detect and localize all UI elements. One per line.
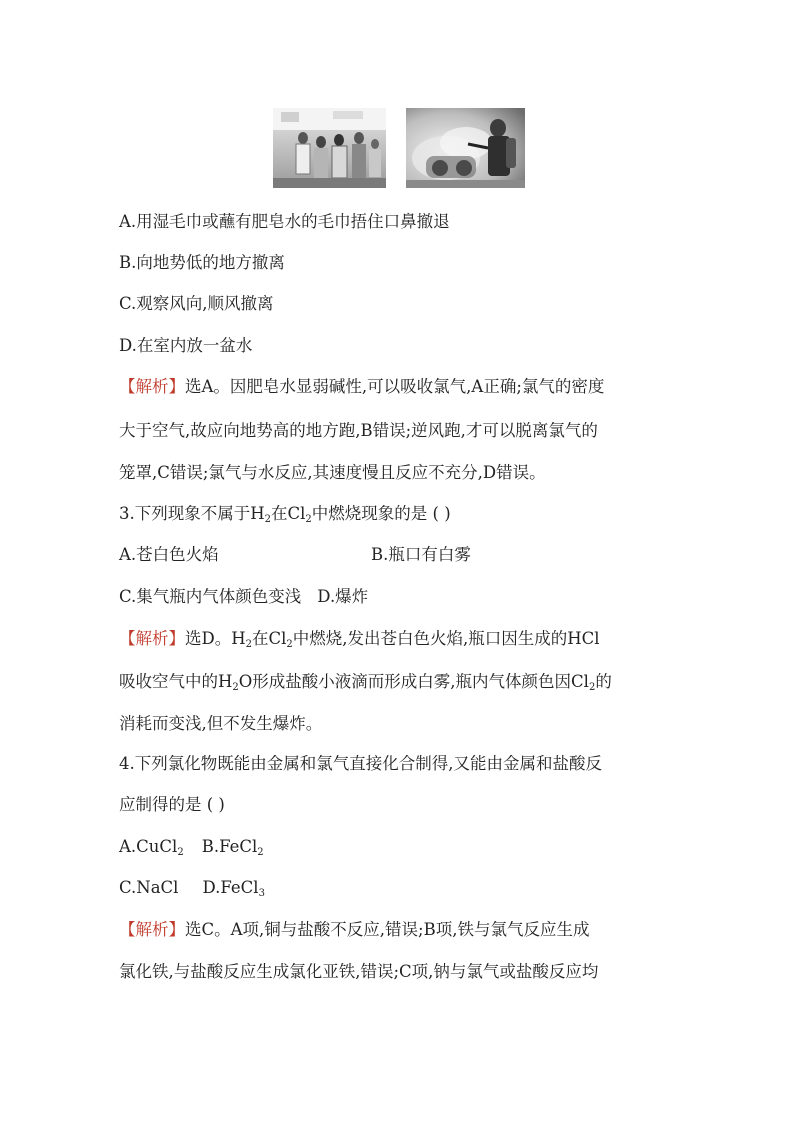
q3-analysis-line-1 (119, 627, 600, 651)
q3-analysis-line-3: 消耗而变浅,但不发生爆炸。 (119, 714, 323, 733)
analysis-tag: 【解析】 (119, 377, 185, 396)
subscript: 2 (305, 514, 312, 525)
q3-stem-post: 中燃烧现象的是 ( ) (311, 504, 451, 523)
q4-option-a (119, 837, 184, 856)
text: B.FeCl (201, 837, 258, 856)
q2-option-c: C.观察风向,顺风撤离 (119, 294, 274, 313)
q2-analysis-line-2: 大于空气,故应向地势高的地方跑,B错误;逆风跑,才可以脱离氯气的 (119, 421, 598, 440)
subscript: 2 (264, 514, 272, 525)
q4-analysis-line-1 (119, 918, 589, 942)
text: 中燃烧,发出苍白色火焰,瓶口因生成的HCl (292, 629, 600, 648)
q2-option-a: A.用湿毛巾或蘸有肥皂水的毛巾捂住口鼻撤退 (119, 212, 450, 231)
q4-stem-line-2: 应制得的是 ( ) (119, 795, 225, 814)
q3-stem-mid: 在Cl (271, 504, 306, 523)
text: A.CuCl (119, 837, 178, 856)
q4-option-d (202, 878, 264, 897)
q4-option-c: C.NaCl (119, 878, 179, 897)
subscript: 3 (258, 888, 265, 899)
q3-option-c: C.集气瓶内气体颜色变浅 (119, 587, 302, 606)
subscript: 2 (245, 639, 252, 650)
subscript: 2 (286, 639, 293, 650)
q3-stem (119, 502, 451, 526)
analysis-text: 选A。因肥皂水显弱碱性,可以吸收氯气,A正确;氯气的密度 (185, 377, 605, 396)
question-images (273, 108, 525, 188)
text: 吸收空气中的H (119, 672, 233, 691)
text: O形成盐酸小液滴而形成白雾,瓶内气体颜色因Cl (238, 672, 589, 691)
evacuation-photo (273, 108, 386, 188)
decontamination-photo (406, 108, 525, 188)
q4-stem-line-1: 4.下列氯化物既能由金属和氯气直接化合制得,又能由金属和盐酸反 (119, 754, 602, 773)
analysis-tag: 【解析】 (119, 920, 185, 939)
q3-options-cd (119, 585, 368, 609)
text: D.FeCl (202, 878, 259, 897)
q2-option-d: D.在室内放一盆水 (119, 336, 253, 355)
q3-option-d: D.爆炸 (317, 587, 369, 606)
q3-stem-pre: 3.下列现象不属于H (119, 504, 265, 523)
subscript: 2 (177, 847, 184, 858)
q4-options-ab (119, 835, 264, 859)
text: 的 (595, 672, 612, 691)
q4-analysis-line-2: 氯化铁,与盐酸反应生成氯化亚铁,错误;C项,钠与氯气或盐酸反应均 (119, 962, 599, 981)
subscript: 2 (588, 682, 596, 693)
q4-options-cd (119, 876, 265, 900)
text: 在Cl (252, 629, 287, 648)
analysis-text: 选C。A项,铜与盐酸不反应,错误;B项,铁与氯气反应生成 (185, 920, 590, 939)
q2-analysis-line-3: 笼罩,C错误;氯气与水反应,其速度慢且反应不充分,D错误。 (119, 463, 546, 482)
q3-option-a: A.苍白色火焰 (119, 545, 219, 564)
subscript: 2 (232, 682, 239, 693)
q4-option-b (202, 837, 264, 856)
analysis-tag: 【解析】 (119, 629, 185, 648)
text: 选D。H (185, 629, 246, 648)
subscript: 2 (257, 847, 264, 858)
q3-analysis-line-2 (119, 670, 612, 694)
q3-option-b: B.瓶口有白雾 (371, 545, 471, 564)
q2-option-b: B.向地势低的地方撤离 (119, 253, 285, 272)
q2-analysis-line-1 (119, 375, 604, 399)
